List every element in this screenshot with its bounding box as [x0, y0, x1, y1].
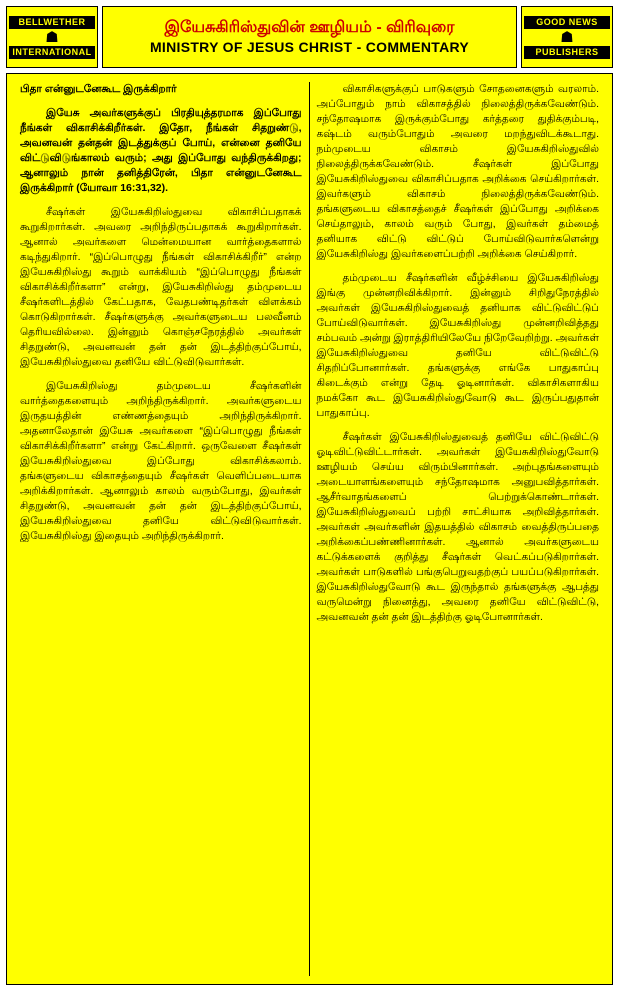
column-right [310, 82, 607, 976]
logo-line-2: INTERNATIONAL [9, 46, 95, 59]
logo-line-2: PUBLISHERS [524, 46, 610, 59]
page-title-tamil: இயேசுகிரிஸ்துவின் ஊழியம் - விரிவுரை [164, 19, 455, 36]
section-heading: பிதா என்னுடனேகூட இருக்கிறார் [20, 83, 177, 95]
logo-line-1: BELLWETHER [9, 16, 95, 29]
page-header [6, 6, 613, 68]
page-title [102, 6, 517, 68]
commentary-paragraph: சீஷர்கள் இயேசுகிறிஸ்துவை விகாசிப்பதாகக் கூறுகிறார்கள். அவரை அறிந்திருப்பதாகக் கூறுகிறார்கள். ஆனால் அவர்களை மென்மையான வார்த்தைகளால் கடிந்துகிறார். “இப்பொழுது நீங்கள் விகாசிக்கிறீர்” என்ற இயேசுகிறிஸ்து கூறும் வாக்கியம் “இப்பொழுது நீங்கள் விகாசிக்கிறீர்களா” என்று, இயேசுகிறிஸ்து தம்முடைய சீஷர்களிடத்தில் கேட்பதாக, வேதபண்டிதர்கள் விளக்கம் கொடுகிறார்கள். சீஷர்களுக்கு அவர்களுடைய பலவீனம் தெரியவில்லை. இன்னும் கொஞ்சநேரத்தில் அவர்கள் சிதறுண்டு, அவனவன் தன் தன் இடத்திற்குப்போய், இயேசுகிறிஸ்துவை தனியே விட்டுவிடுவார்கள். [20, 206, 302, 368]
torch-icon: ☗ [560, 28, 574, 46]
commentary-paragraph: தம்முடைய சீஷர்களின் வீழ்ச்சியை இயேசுகிறிஸ்து இங்கு முன்னறிவிக்கிறார். இன்னும் சிறிதுநேரத்தில் அவர்கள் இயேசுகிறிஸ்துவைத் தனியாக விட்டுவிட்டுப் போய்விடுவார்கள். இயேசுகிறிஸ்து முன்னறிவித்தது சம்பவம் அன்று இராத்திரியிலேயே நிறேவேறிற்று. அவர்கள் இயேசுகிறிஸ்துவை தனியே விட்டுவிட்டு சிதறிப்போனார்கள். தங்களுக்கு எங்கே பாதுகாப்பு கிடைக்கும் என்று தேடி ஓடினார்கள். விகாசிகளாகிய நமக்கோ கூட இயேசுகிறிஸ்துவோடு கூட இருப்பதுதான் பாதுகாப்பு. [316, 272, 599, 419]
article-body [6, 73, 613, 985]
commentary-paragraph: இயேசுகிறிஸ்து தம்முடைய சீஷர்களின் வார்த்தைகளையும் அறிந்திருக்கிறார். அவர்களுடைய இருதயத்தின் எண்ணத்தையும் அறிந்திருக்கிறார். அதனாலேதான் இயேசு அவர்களை “இப்பொழுது நீங்கள் விகாசிக்கிறீர்களா” என்று கேட்கிறார். ஒருவேளை சீஷர்கள் இயேசுகிறிஸ்துவை இப்போது விகாசிக்கலாம். தங்களுடைய விகாசத்தையும் சீஷர்கள் வெளிப்படையாக அறிக்கிறார்கள். ஆனாலும் காலம் வரும்போது, இவர்கள் சிதறுண்டு, அவனவன் தன் தன் இடத்திற்குப்போய், இயேசுகிறிஸ்துவை தனியே விட்டுவிடுவார்கள். இயேசுகிறிஸ்து இதையும் அறிந்திருக்கிறார். [20, 380, 302, 542]
bellwether-international-logo [6, 6, 98, 68]
commentary-paragraph: சீஷர்கள் இயேசுகிறிஸ்துவைத் தனியே விட்டுவிட்டு ஓடிவிட்டுவிட்டார்கள். அவர்கள் இயேசுகிறிஸ்துவோடு ஊழியம் செய்ய விரும்பினார்கள். அற்புதங்களையும் அடையாளங்களையும் சந்தோஷமாக அனுபவித்தார்கள். ஆசீர்வாதங்களைப் பெற்றுக்கொண்டார்கள். இயேசுகிறிஸ்துவைப் பற்றி சாட்சியாக அறிவித்தார்கள். அவர்கள் அவர்களின் இதயத்தில் விகாசம் வைத்திருப்பதை அறிக்கைப்பண்ணினார்கள். ஆனால் அவர்களுடைய கட்டுக்களைக் குறித்து சீஷர்கள் வெட்கப்படுகிறார்கள். அவர்கள் பாடுகளில் பங்குபெறுவதற்குப் பயப்படுகிறார்கள். இயேசுகிறிஸ்துவோடு கூட இருந்தால் தங்களுக்கு ஆபத்து வருமென்று நினைத்து, அவரை தனியே விட்டுவிட்டு, அவனவன் தன் தன் இடத்திற்கு ஓடிபோனார்கள். [316, 431, 599, 623]
column-left [13, 82, 310, 976]
logo-line-1: GOOD NEWS [524, 16, 610, 29]
torch-icon: ☗ [45, 28, 59, 46]
good-news-publishers-logo [521, 6, 613, 68]
commentary-paragraph: விகாசிகளுக்குப் பாடுகளும் சோதனைகளும் வரலாம். அப்போதும் நாம் விகாசத்தில் நிலைத்திருக்கவேண்டும். சந்தோஷமாக இருக்கும்போது கர்த்தரை துதிக்கும்படி, கஷ்டம் வரும்போதும் அவரை மறந்துவிடக்கூடாது. நம்முடைய விகாசம் இயேசுகிறிஸ்துவில் நிலைத்திருக்கவேண்டும். சீஷர்கள் இப்போது இயேசுகிறிஸ்துவை விகாசிப்பதாக அறிக்கை செய்கிறார்கள். இவர்களும் விகாசம் நிலைத்திருக்கவேண்டும். தங்களுடைய விகாசத்தைச் சீஷர்கள் இப்போது அறிக்கை செய்தாலும், காலம் வரும் போது, இவர்கள் தம்மைத் தனியாக விட்டு விட்டுப் போய்விடுவார்களென்று இயேசுகிறிஸ்து இவர்களைப்பற்றி அறிக்கை செய்கிறார். [316, 83, 599, 260]
page-title-english: MINISTRY OF JESUS CHRIST - COMMENTARY [149, 39, 470, 55]
scripture-quote: இயேசு அவர்களுக்குப் பிரதியுத்தரமாக இப்போது நீங்கள் விகாசிக்கிறீர்கள். இதோ, நீங்கள் சிதறுண்டு, அவனவன் தன்தன் இடத்துக்குப் போய், என்னை தனியே விட்டுவிடுங்காலம் வரும்; அது இப்போது வந்திருக்கிறது; ஆனாலும் நான் தனித்திரேன், பிதா என்னுடனேகூட இருக்கிறார் (யோவா 16:31,32). [20, 107, 302, 194]
